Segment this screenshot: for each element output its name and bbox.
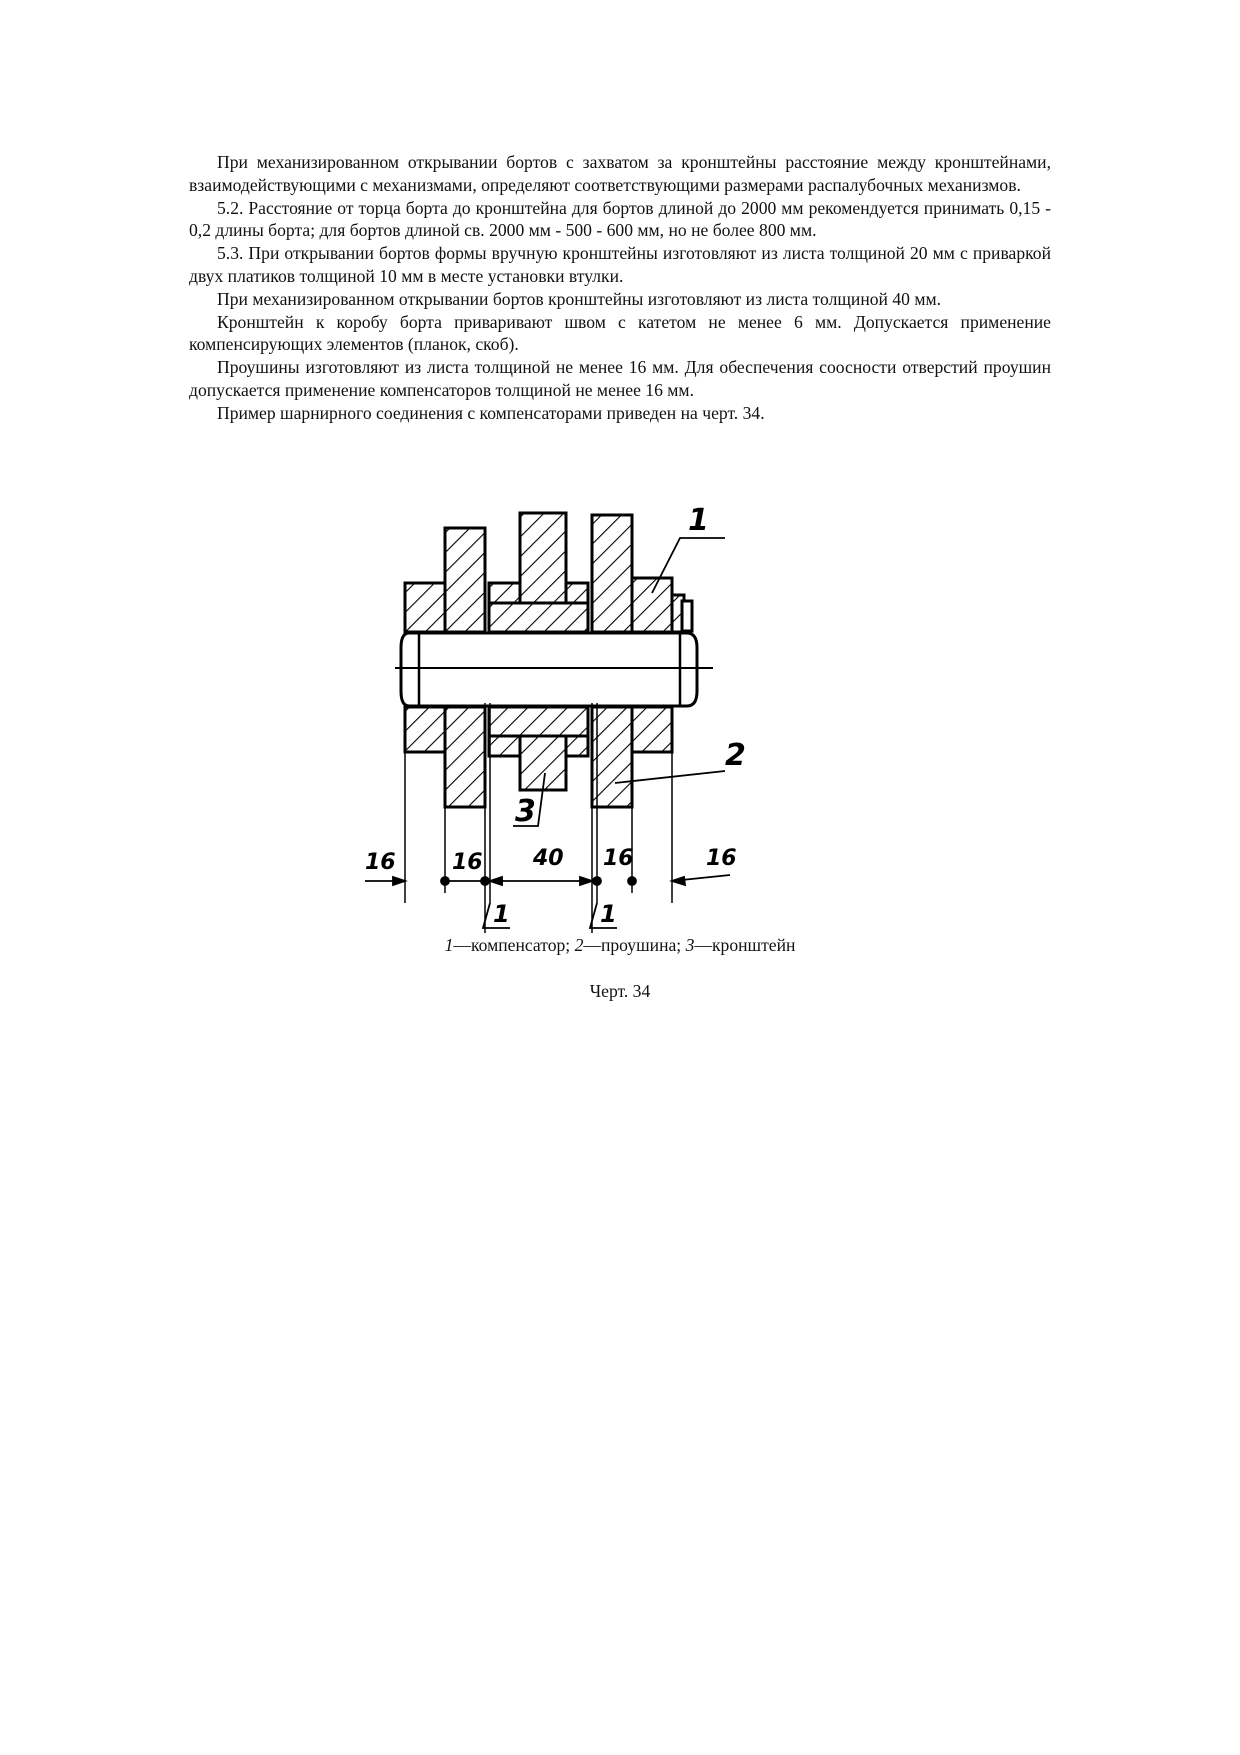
paragraph: Проушины изготовляют из листа толщиной не менее 16 мм. Для обеспечения соосности отверстий проушин допускается применение компенсаторов толщиной не менее 16 мм. — [189, 357, 1051, 400]
bracket — [520, 513, 566, 603]
dimension-left-outer: 16 — [365, 850, 396, 875]
caption-number: 1 — [444, 935, 454, 955]
caption-text: —проушина; — [583, 935, 686, 955]
dimension-right-outer: 16 — [706, 846, 737, 871]
dimension-line — [365, 875, 730, 885]
left-lug — [445, 528, 485, 632]
paragraph: 5.2. Расстояние от торца борта до кронштейна для бортов длиной до 2000 мм рекомендуется принимать 0,15 - 0,2 длины борта; для бортов длиной св. 2000 мм - 500 - 600 мм, но не более 800 мм. — [189, 197, 1051, 241]
pin — [401, 633, 697, 706]
hinge-joint-drawing — [365, 503, 835, 941]
body-text — [189, 151, 1051, 425]
dimension-middle: 40 — [533, 846, 564, 871]
paragraph: При механизированном открывании бортов кронштейны изготовляют из листа толщиной 40 мм. — [217, 288, 942, 309]
caption-text: —компенсатор; — [453, 935, 575, 955]
callout-compensator: 1 — [688, 503, 709, 538]
callout-lug: 2 — [725, 738, 746, 773]
callout-bracket: 3 — [515, 794, 536, 829]
figure-title: Черт. 34 — [589, 981, 651, 1001]
paragraph: Пример шарнирного соединения с компенсаторами приведен на черт. 34. — [217, 402, 765, 423]
figure-caption — [189, 934, 1051, 956]
paragraph: 5.3. При открывании бортов формы вручную кронштейны изготовляют из листа толщиной 20 мм с приваркой двух платиков толщиной 10 мм в месте установки втулки. — [189, 243, 1051, 286]
bushing — [489, 603, 588, 632]
caption-text: —кронштейн — [694, 935, 796, 955]
bottom-label-left: 1 — [493, 900, 510, 928]
dimension-right-inner: 16 — [603, 846, 634, 871]
right-outer-compensator — [632, 578, 672, 632]
paragraph: При механизированном открывании бортов с захватом за кронштейны расстояние между кронштейнами, взаимодействующими с механизмами, определяют соответствующими размерами распалубочных механизмов. — [189, 152, 1051, 195]
dimension-left-inner: 16 — [452, 850, 483, 875]
bottom-label-right: 1 — [600, 900, 617, 928]
caption-number: 2 — [574, 935, 584, 955]
paragraph: Кронштейн к коробу борта приваривают швом с катетом не менее 6 мм. Допускается применение компенсирующих элементов (планок, скоб). — [189, 311, 1051, 355]
right-lug — [592, 515, 632, 632]
left-outer-compensator — [405, 583, 445, 632]
caption-number: 3 — [685, 935, 695, 955]
